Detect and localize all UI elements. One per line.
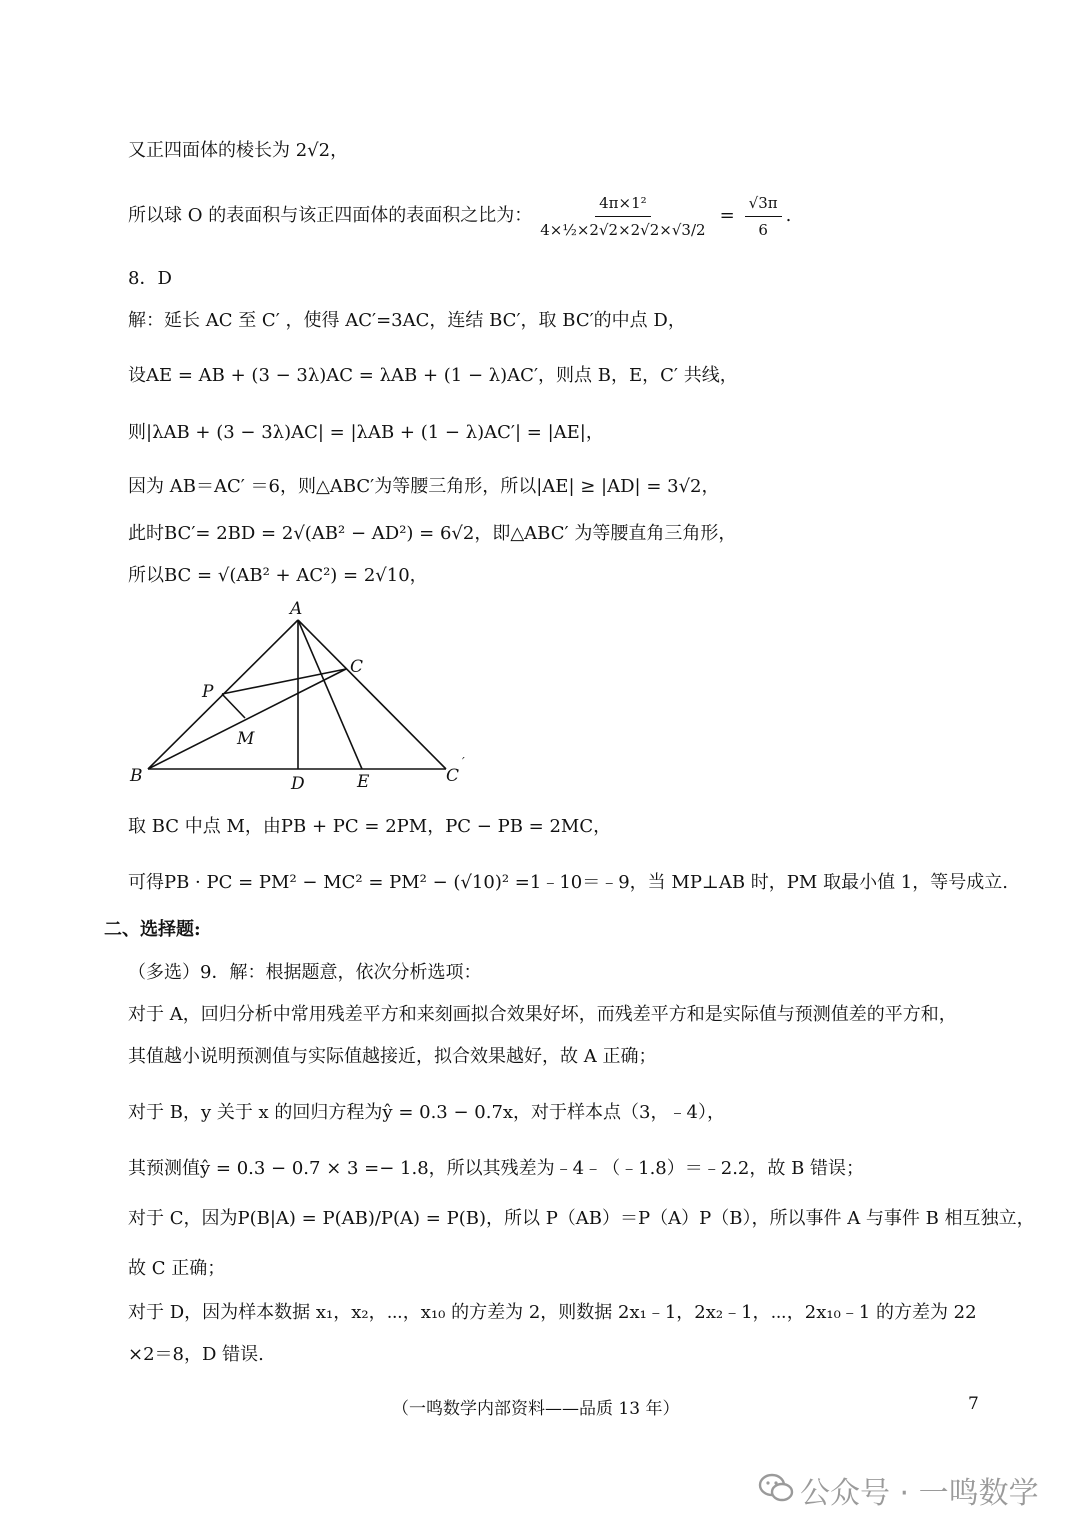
solution-line-2: 设AE = AB + (3 − 3λ)AC = λAB + (1 − λ)AC′，则点 B，E，C′ 共线， — [128, 365, 738, 386]
text-line-edge-length — [128, 138, 348, 164]
wechat-icon — [758, 1472, 794, 1504]
question-9-intro: （多选）9．解：根据题意，依次分析选项： — [128, 962, 482, 983]
watermark — [758, 1468, 1058, 1512]
answer-8: 8．D — [128, 268, 172, 289]
label-M: M — [237, 729, 255, 749]
segment-BC — [148, 669, 346, 769]
ratio-denominator: 4×½×2√2×2√2×√3/2 — [540, 220, 706, 239]
option-c-line-2: 故 C 正确； — [128, 1258, 226, 1279]
label-P: P — [202, 682, 214, 702]
solution-line-6: 所以BC = √(AB² + AC²) = 2√10， — [128, 565, 428, 586]
edge-length-text: 又正四面体的棱长为 2√2， — [128, 140, 349, 161]
label-prime: ′ — [462, 755, 465, 769]
label-C: C — [350, 657, 364, 677]
solution-line-7: 取 BC 中点 M，由PB + PC = 2PM，PC − PB = 2MC， — [128, 816, 612, 837]
ratio-numerator: 4π×1² — [595, 192, 651, 217]
label-C-prime: C — [446, 766, 460, 786]
ratio-fraction — [536, 192, 709, 241]
option-d-line-2: ×2＝8，D 错误. — [128, 1344, 264, 1365]
option-b-line-1: 对于 B，y 关于 x 的回归方程为ŷ = 0.3 − 0.7x，对于样本点（3，﹣4）， — [128, 1102, 725, 1123]
footer-text: （一鸣数学内部资料——品质 13 年） — [392, 1399, 680, 1419]
label-B: B — [130, 766, 143, 786]
solution-line-3: 则|λAB + (3 − 3λ)AC| = |λAB + (1 − λ)AC′| = |AE|， — [128, 422, 604, 443]
text-line-ratio: 所以球 O 的表面积与该正四面体的表面积之比为： $\frac{\text{4π×1²}}{\text{4×½×2√2×2√2×√3/2}}$ = $\frac{√3\pi}{6}$ . — [128, 193, 792, 239]
option-c-line-1: 对于 C，因为P(B|A) = P(AB)/P(A) = P(B)，所以 P（AB）＝P（A）P（B），所以事件 A 与事件 B 相互独立， — [128, 1208, 1035, 1229]
watermark-text: 公众号 · 一鸣数学 — [800, 1476, 1039, 1511]
option-a-line-1: 对于 A，回归分析中常用残差平方和来刻画拟合效果好坏，而残差平方和是实际值与预测值差的平方和， — [128, 1004, 957, 1025]
ratio-result-numerator: √3π — [745, 192, 782, 217]
solution-line-8: 可得PB · PC = PM² − MC² = PM² − (√10)² =1﹣10＝﹣9，当 MP⊥AB 时，PM 取最小值 1，等号成立. — [128, 872, 1008, 893]
page-number: 7 — [968, 1394, 979, 1414]
triangle-figure — [120, 596, 480, 796]
label-D: D — [291, 774, 305, 794]
solution-line-5: 此时BC′= 2BD = 2√(AB² − AD²) = 6√2，即△ABC′ 为等腰直角三角形， — [128, 523, 737, 544]
ratio-result — [745, 192, 782, 241]
option-d-line-1: 对于 D，因为样本数据 x₁，x₂，⋯，x₁₀ 的方差为 2，则数据 2x₁﹣1，2x₂﹣1，⋯，2x₁₀﹣1 的方差为 22 — [128, 1302, 977, 1323]
label-E: E — [357, 772, 370, 792]
label-A: A — [290, 599, 303, 619]
option-b-line-2: 其预测值ŷ = 0.3 − 0.7 × 3 =− 1.8，所以其残差为﹣4﹣（﹣1.8）＝﹣2.2，故 B 错误； — [128, 1158, 865, 1179]
section-2-heading: 二、选择题: — [104, 919, 201, 940]
solution-line-1: 解：延长 AC 至 C′ ，使得 AC′=3AC，连结 BC′，取 BC′的中点 D， — [128, 310, 686, 331]
segment-PM — [222, 694, 245, 718]
ratio-prefix: 所以球 O 的表面积与该正四面体的表面积之比为： — [128, 205, 533, 226]
solution-line-4: 因为 AB＝AC′ ＝6，则△ABC′为等腰三角形，所以|AE| ≥ |AD| = 3√2， — [128, 476, 720, 497]
ratio-result-denominator: 6 — [758, 220, 768, 239]
segment-AE — [298, 620, 362, 769]
option-a-line-2: 其值越小说明预测值与实际值越接近，拟合效果越好，故 A 正确； — [128, 1046, 657, 1067]
segment-AC-prime — [298, 620, 446, 769]
